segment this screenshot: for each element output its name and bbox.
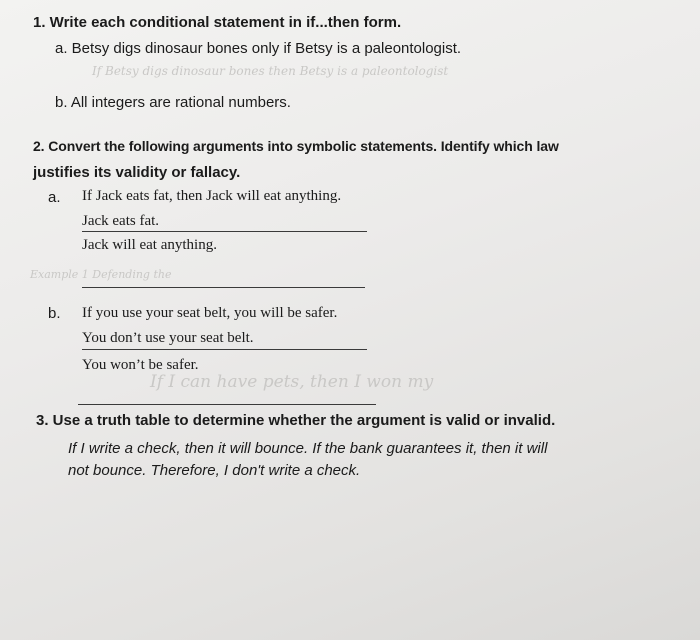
show-through-handwriting: If I can have pets, then I won my (150, 372, 434, 392)
q2b-answer-line (78, 404, 376, 405)
q2b-label: b. (48, 305, 61, 322)
show-through-handwriting: Example 1 Defending the (30, 268, 172, 281)
show-through-handwriting: If Betsy digs dinosaur bones then Betsy is a paleontologist (92, 64, 449, 78)
q1-item-b: b. All integers are rational numbers. (55, 94, 291, 111)
q2a-conclusion-rule (82, 231, 367, 232)
q2b-premise2: You don’t use your seat belt. (82, 330, 254, 346)
q2b-premise1: If you use your seat belt, you will be safer. (82, 305, 338, 321)
q2a-answer-line (82, 287, 365, 288)
q3-text-line1: If I write a check, then it will bounce. If the bank guarantees it, then it will (68, 440, 548, 457)
q2a-conclusion: Jack will eat anything. (82, 237, 217, 253)
q2b-conclusion-rule (82, 349, 367, 350)
q1-heading: 1. Write each conditional statement in if...then form. (33, 14, 402, 31)
q3-heading: 3. Use a truth table to determine whether the argument is valid or invalid. (36, 412, 556, 429)
q2-heading-line1: 2. Convert the following arguments into symbolic statements. Identify which law (33, 138, 559, 154)
q2a-premise2: Jack eats fat. (82, 213, 160, 229)
q3-text-line2: not bounce. Therefore, I don't write a check. (68, 462, 361, 479)
q2a-label: a. (48, 189, 61, 206)
q1-item-a: a. Betsy digs dinosaur bones only if Betsy is a paleontologist. (55, 40, 462, 57)
q2a-premise1: If Jack eats fat, then Jack will eat anything. (82, 188, 342, 204)
q2b-conclusion: You won’t be safer. (82, 357, 199, 373)
q2-heading-line2: justifies its validity or fallacy. (33, 164, 241, 181)
